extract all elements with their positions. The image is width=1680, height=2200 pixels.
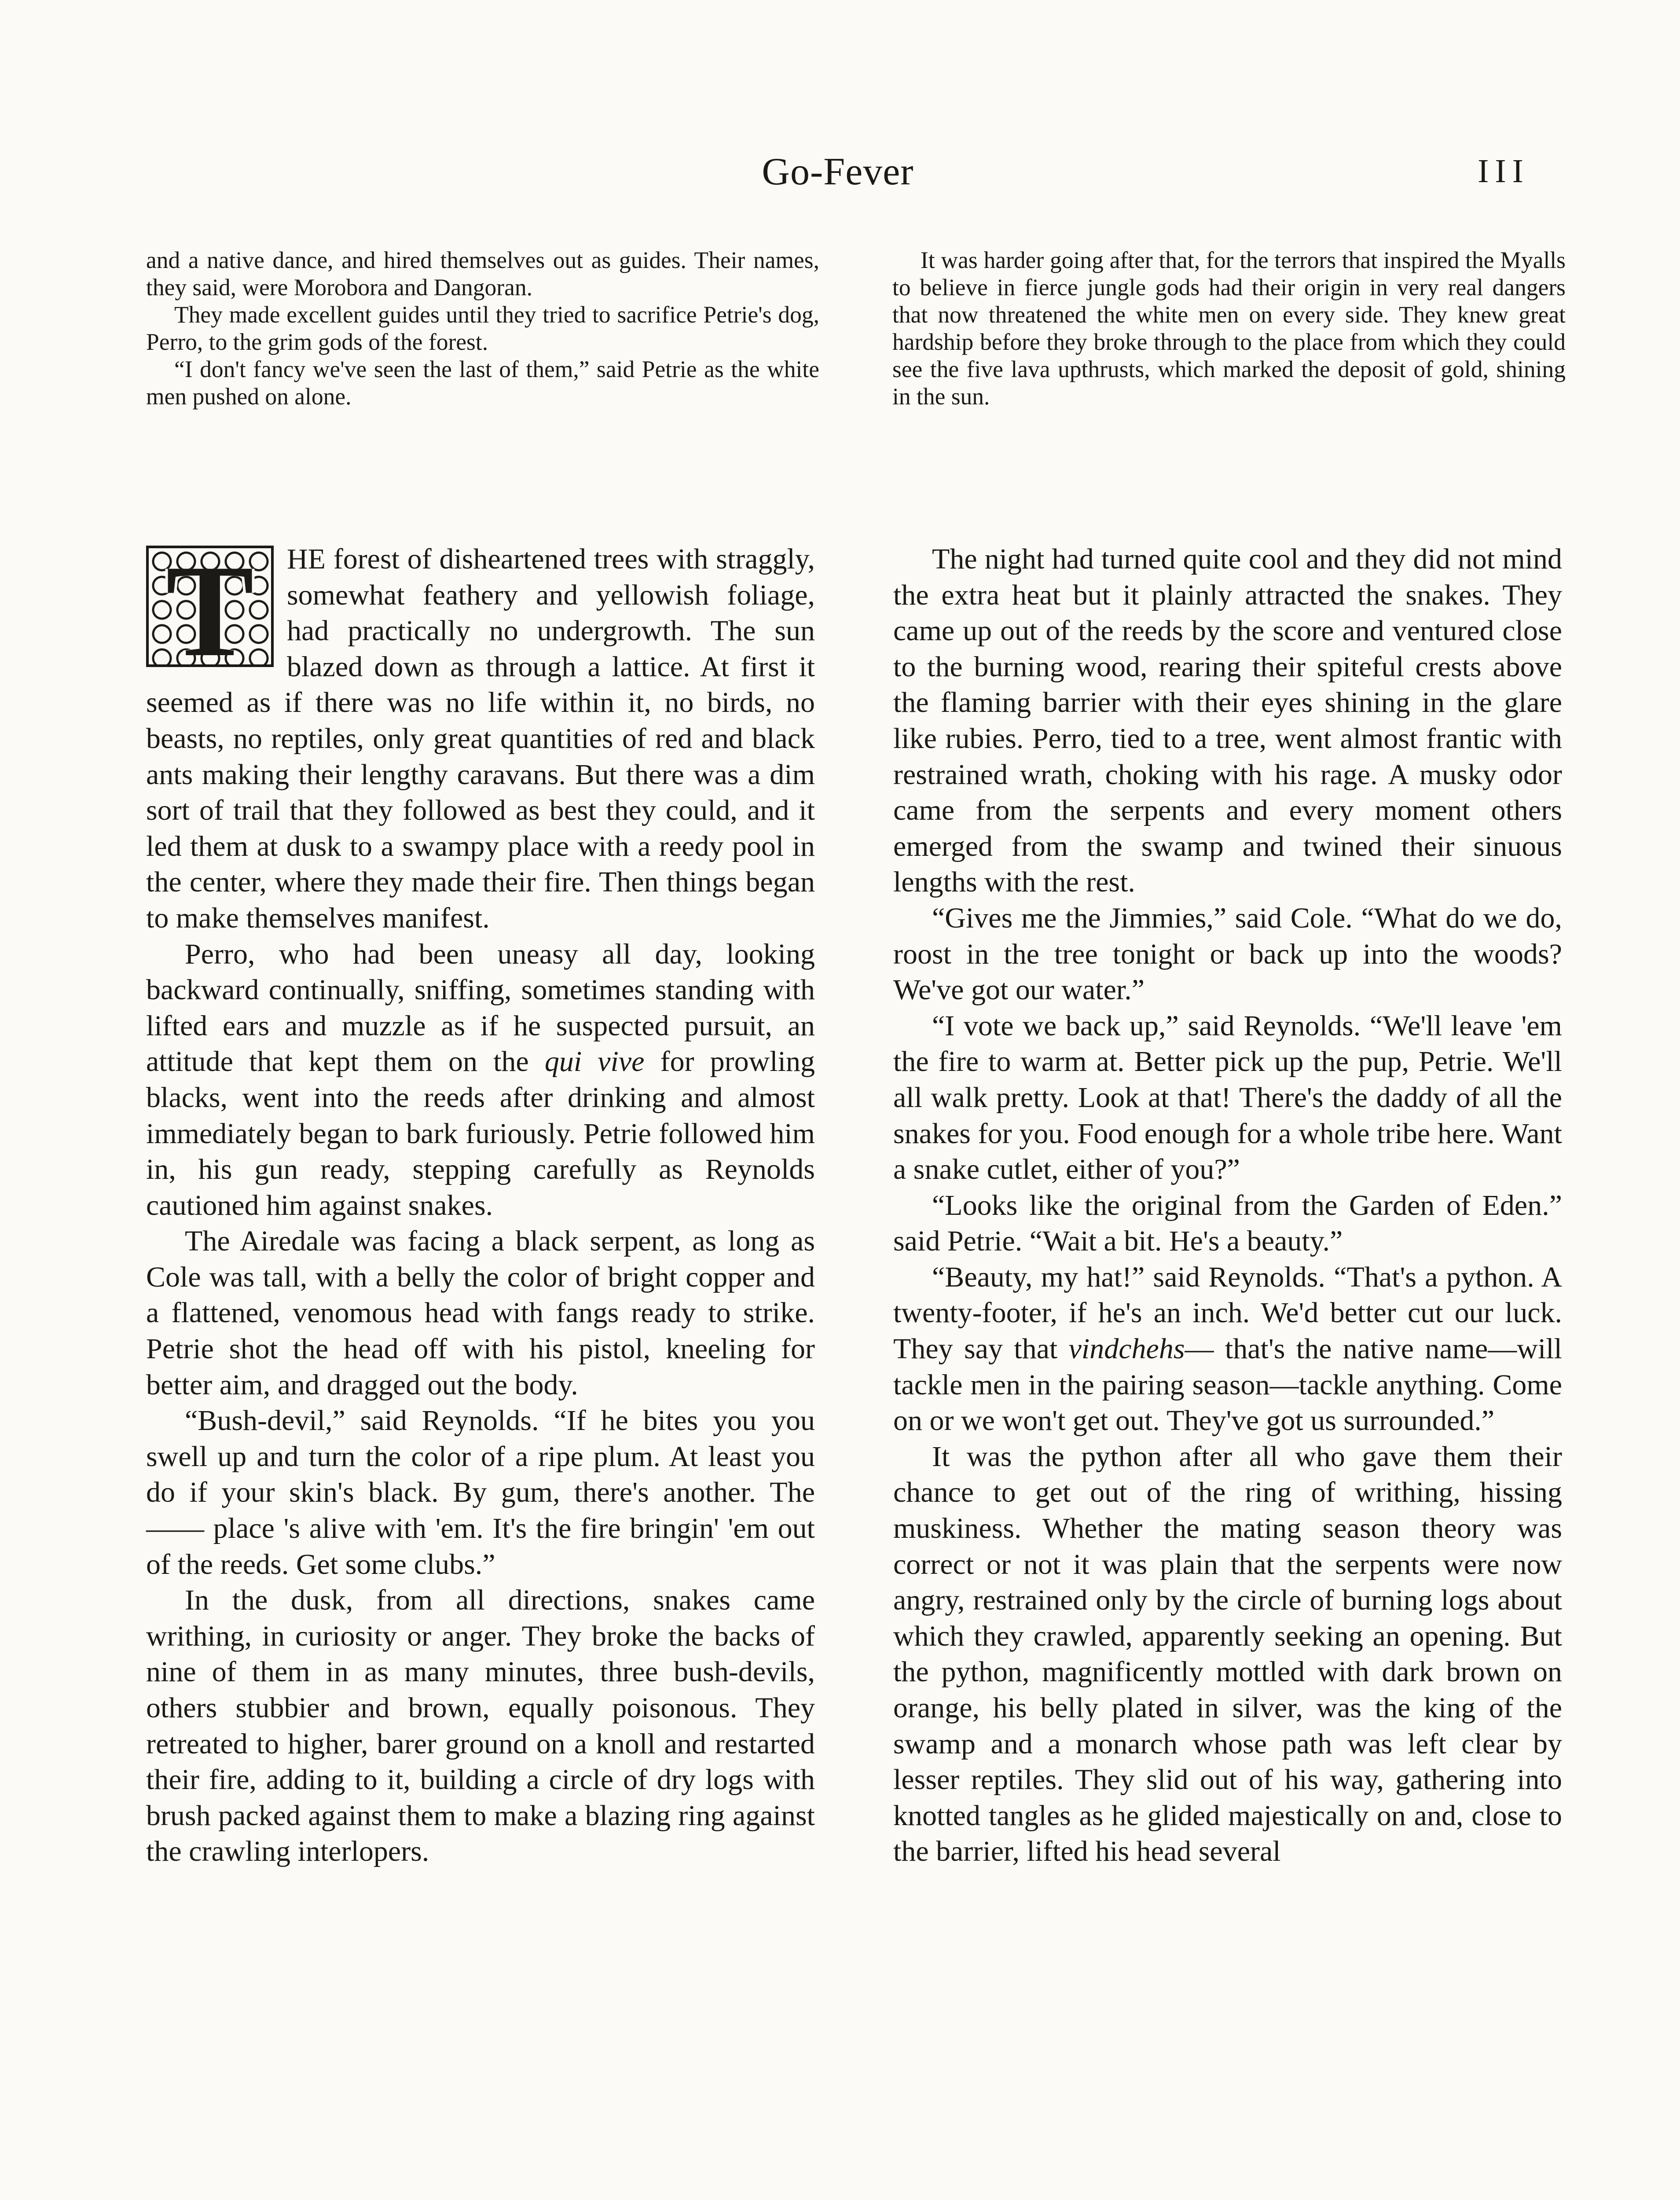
story-paragraph: The night had turned quite cool and they did not mind the extra heat but it plainly attracted the snakes. They came up out of the reeds by the score and ventured close to the burning wood, rearing their spiteful crests above the flaming barrier with their eyes shining in the glare like rubies. Perro, tied to a tree, went almost frantic with restrained wrath, choking with his rage. A musky odor came from the serpents and every moment others emerged from the swamp and twined their sinuous lengths with the rest.	[893, 543, 1562, 898]
synopsis-paragraph: “I don't fancy we've seen the last of them,” said Petrie as the white men pushed on alone.	[146, 356, 819, 410]
story-text: Perro, who had been uneasy all day, looking backward continually, sniffing, sometimes standing with lifted ears and muzzle as if he suspected pursuit, an attitude that kept them on the	[146, 938, 815, 1078]
story-text: HE forest of disheartened trees with straggly, somewhat feathery and yellowish foliage, had practically no undergrowth. The sun blazed down as through a lattice. At first it seemed as if there was no life within it, no birds, no beasts, no reptiles, only great quantities of red and black ants making their lengthy caravans. But there was a dim sort of trail that they followed as best they could, and it led them at dusk to a swampy place with a reedy pool in the center, where they made their fire. Then things began to make themselves manifest.	[146, 543, 815, 934]
story-text: — that's the native name—will tackle men in the pairing season—tackle anything. Come on or we won't get out. They've got us surrounded.”	[893, 1333, 1562, 1437]
story-italic-text: vindchehs	[1068, 1333, 1185, 1365]
story-text: for prowling blacks, went into the reeds after drinking and almost immediately began to bark furiously. Petrie followed him in, his gun ready, stepping carefully as Reynolds cautioned him against snakes.	[146, 1045, 815, 1221]
story-paragraph	[146, 936, 815, 1224]
story-paragraph: “Bush-devil,” said Reynolds. “If he bites you you swell up and turn the color of a ripe plum. At least you do if your skin's black. By gum, there's another. The —— place 's alive with 'em. It's the fire bringin' 'em out of the reeds. Get some clubs.”	[146, 1404, 815, 1580]
story-italic-text: qui vive	[544, 1045, 645, 1078]
story-paragraph: In the dusk, from all directions, snakes came writhing, in curiosity or anger. They broke the backs of nine of them in as many minutes, three bush-devils, others stubbier and brown, equally poisonous. They retreated to higher, barer ground on a knoll and restarted their fire, adding to it, building a circle of dry logs with brush packed against them to make a blazing ring against the crawling interlopers.	[146, 1584, 815, 1868]
page-title: Go-Fever	[762, 150, 914, 193]
story-paragraph	[146, 541, 815, 936]
synopsis-paragraph: They made excellent guides until they tried to sacrifice Petrie's dog, Perro, to the grim gods of the forest.	[146, 301, 819, 355]
story-paragraph: “Looks like the original from the Garden of Eden.” said Petrie. “Wait a bit. He's a beauty.”	[893, 1189, 1562, 1258]
story-right-column	[893, 541, 1562, 1870]
story-paragraph	[893, 1259, 1562, 1439]
story-paragraph: “I vote we back up,” said Reynolds. “We'll leave 'em the fire to warm at. Better pick up the pup, Petrie. We'll all walk pretty. Look at that! There's the daddy of all the snakes for you. Food enough for a whole tribe here. Want a snake cutlet, either of you?”	[893, 1009, 1562, 1186]
story-paragraph: “Gives me the Jimmies,” said Cole. “What do we do, roost in the tree tonight or back up into the woods? We've got our water.”	[893, 902, 1562, 1006]
story-paragraph: It was the python after all who gave them their chance to get out of the ring of writhing, hissing muskiness. Whether the mating season theory was correct or not it was plain that the serpents were now angry, restrained only by the circle of burning logs about which they crawled, apparently seeking an opening. But the python, magnificently mottled with dark brown on orange, his belly plated in silver, was the king of the swamp and a monarch whose path was left clear by lesser reptiles. They slid out of his way, gathering into knotted tangles as he glided majestically on and, close to the barrier, lifted his head several	[893, 1440, 1562, 1868]
synopsis-right-column	[892, 246, 1566, 410]
synopsis-left-column	[146, 246, 819, 410]
story-text: “Beauty, my hat!” said Reynolds. “That's a python. A twenty-footer, if he's an inch. We'd better cut our luck. They say that	[893, 1261, 1562, 1365]
drop-cap-ornament	[146, 546, 274, 667]
page-number: III	[1478, 153, 1530, 190]
synopsis-paragraph: and a native dance, and hired themselves out as guides. Their names, they said, were Morobora and Dangoran.	[146, 247, 819, 301]
story-left-column	[146, 541, 815, 1870]
story-paragraph: The Airedale was facing a black serpent, as long as Cole was tall, with a belly the color of bright copper and a flattened, venomous head with fangs ready to strike. Petrie shot the head off with his pistol, kneeling for better aim, and dragged out the body.	[146, 1225, 815, 1401]
synopsis-paragraph: It was harder going after that, for the terrors that inspired the Myalls to believe in fierce jungle gods had their origin in very real dangers that now threatened the white men on every side. They knew great hardship before they broke through to the place from which they could see the five lava upthrusts, which marked the deposit of gold, shining in the sun.	[892, 247, 1566, 410]
page-header	[146, 150, 1530, 211]
drop-cap-letter: T	[165, 546, 254, 667]
